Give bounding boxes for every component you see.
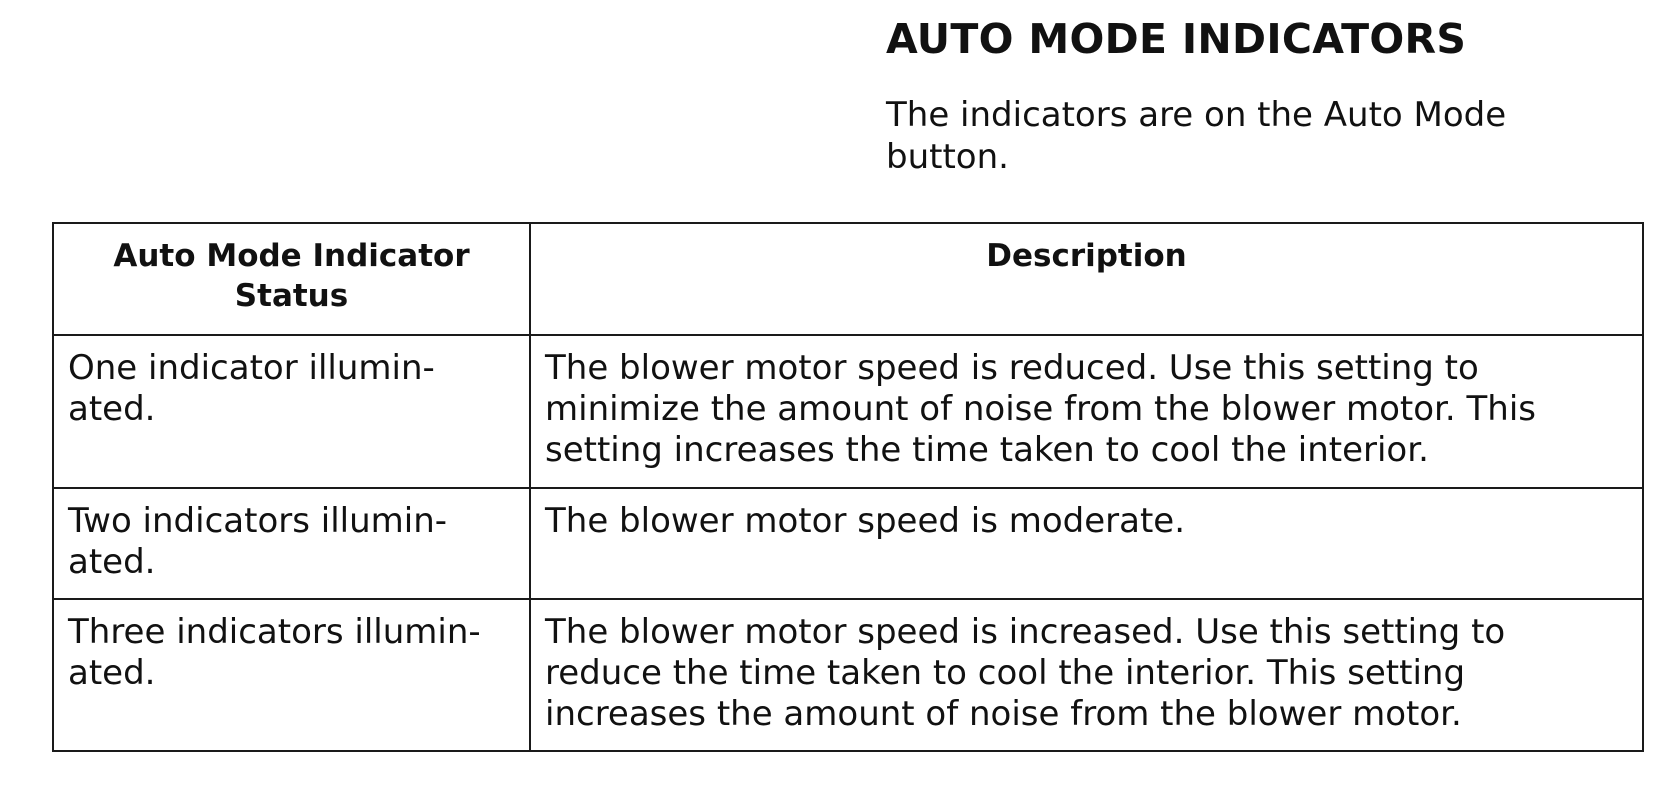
indicator-status-cell: Three indicators illumin-ated. xyxy=(53,599,530,751)
description-cell: The blower motor speed is increased. Use this setting to reduce the time taken to cool the interior. This setting increases the amount of noise from the blower motor. xyxy=(530,599,1643,751)
table-header-row xyxy=(53,223,1643,335)
intro-paragraph: The indicators are on the Auto Mode button. xyxy=(886,95,1507,177)
section-heading: AUTO MODE INDICATORS xyxy=(886,15,1467,63)
table-row xyxy=(53,599,1643,751)
indicator-status-cell: Two indicators illumin-ated. xyxy=(53,488,530,599)
table-row xyxy=(53,335,1643,488)
table-row xyxy=(53,488,1643,599)
indicator-status-cell: One indicator illumin-ated. xyxy=(53,335,530,488)
description-cell: The blower motor speed is moderate. xyxy=(530,488,1643,599)
description-cell: The blower motor speed is reduced. Use this setting to minimize the amount of noise from the blower motor. This setting increases the time taken to cool the interior. xyxy=(530,335,1643,488)
auto-mode-indicator-table xyxy=(52,222,1644,752)
header-indicator-status: Auto Mode Indicator Status xyxy=(53,223,530,335)
header-description: Description xyxy=(530,223,1643,335)
